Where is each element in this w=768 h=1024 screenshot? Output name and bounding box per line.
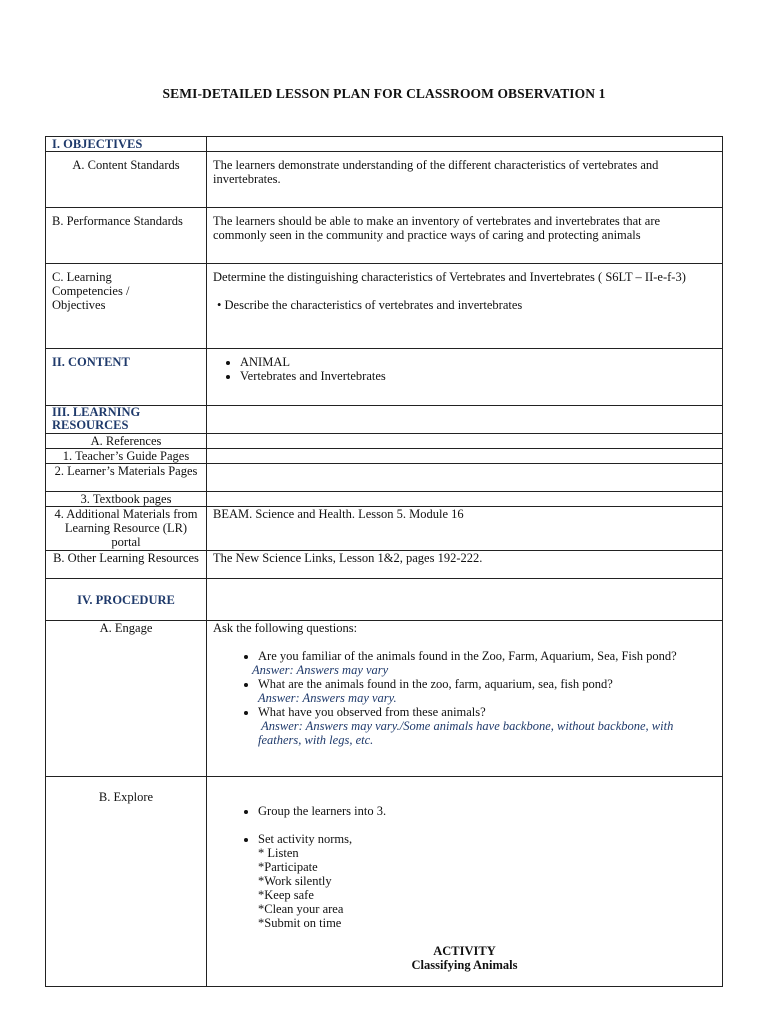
resources-heading: III. LEARNING RESOURCES: [46, 406, 207, 434]
norm: *Submit on time: [258, 916, 342, 930]
question-text: Are you familiar of the animals found in the Zoo, Farm, Aquarium, Sea, Fish pond?: [258, 649, 677, 663]
question-item: [258, 677, 696, 705]
answer-text: Answer: Answers may vary.: [258, 691, 397, 705]
content-heading: II. CONTENT: [46, 349, 207, 406]
engage-label: A. Engage: [46, 621, 207, 777]
explore-label: B. Explore: [46, 777, 207, 987]
norms-item: [258, 832, 716, 930]
norm: *Participate: [258, 860, 318, 874]
content-standards-text: The learners demonstrate understanding of the different characteristics of vertebrates and invertebrates.: [207, 152, 723, 208]
question-text: What have you observed from these animals?: [258, 705, 486, 719]
question-text: What are the animals found in the zoo, farm, aquarium, sea, fish pond?: [258, 677, 613, 691]
performance-standards-text: The learners should be able to make an inventory of vertebrates and invertebrates that are commonly seen in the community and practice ways of caring and protecting animals: [207, 208, 723, 264]
resources-header-row: [46, 406, 723, 434]
other-resources-row: [46, 551, 723, 579]
engage-intro: Ask the following questions:: [213, 621, 358, 635]
competencies-text: Determine the distinguishing characteristics of Vertebrates and Invertebrates ( S6LT – II-e-f-3): [213, 270, 686, 284]
other-resources-label: B. Other Learning Resources: [46, 551, 207, 579]
explore-row: [46, 777, 723, 987]
norm: *Keep safe: [258, 888, 314, 902]
norm: *Clean your area: [258, 902, 344, 916]
norm: * Listen: [258, 846, 299, 860]
content-row: [46, 349, 723, 406]
performance-standards-row: [46, 208, 723, 264]
textbook-label: 3. Textbook pages: [46, 492, 207, 507]
other-resources-value: The New Science Links, Lesson 1&2, pages 192-222.: [207, 551, 723, 579]
norms-list: [213, 832, 716, 930]
teachers-guide-row: [46, 449, 723, 464]
competencies-bullet: • Describe the characteristics of vertebrates and invertebrates: [217, 298, 523, 312]
competencies-label: C. Learning Competencies / Objectives: [46, 264, 207, 349]
content-list: [213, 355, 716, 383]
question-item: [252, 649, 696, 677]
question-item: [258, 705, 696, 747]
objectives-header-row: [46, 137, 723, 152]
document-title: SEMI-DETAILED LESSON PLAN FOR CLASSROOM OBSERVATION 1: [162, 86, 606, 101]
answer-text: Answer: Answers may vary: [252, 663, 389, 677]
norm: *Work silently: [258, 874, 332, 888]
content-item: • ANIMAL: [240, 355, 716, 369]
references-label: A. References: [46, 434, 207, 449]
learners-materials-row: [46, 464, 723, 492]
content-item: • Vertebrates and Invertebrates: [240, 369, 716, 383]
additional-materials-label: 4. Additional Materials from Learning Resource (LR) portal: [46, 507, 207, 551]
activity-title: ACTIVITY: [433, 944, 496, 958]
engage-row: [46, 621, 723, 777]
references-row: [46, 434, 723, 449]
answer-text: Answer: Answers may vary./Some animals have backbone, without backbone, with feathers, with legs, etc.: [258, 719, 677, 747]
procedure-header-row: [46, 579, 723, 621]
additional-materials-value: BEAM. Science and Health. Lesson 5. Module 16: [207, 507, 723, 551]
textbook-row: [46, 492, 723, 507]
content-standards-row: [46, 152, 723, 208]
teachers-guide-label: 1. Teacher’s Guide Pages: [46, 449, 207, 464]
objectives-heading: I. OBJECTIVES: [46, 137, 207, 152]
engage-questions: [213, 649, 716, 747]
content-standards-label: A. Content Standards: [46, 152, 207, 208]
activity-name: Classifying Animals: [411, 958, 518, 972]
group-instruction: • Group the learners into 3.: [258, 804, 716, 818]
competencies-row: [46, 264, 723, 349]
explore-list: [213, 804, 716, 818]
learners-materials-label: 2. Learner’s Materials Pages: [46, 464, 207, 492]
performance-standards-label: B. Performance Standards: [46, 208, 207, 264]
additional-materials-row: [46, 507, 723, 551]
procedure-heading: IV. PROCEDURE: [46, 579, 207, 621]
norms-intro: • Set activity norms,: [258, 832, 353, 846]
lesson-plan-table: [45, 136, 723, 987]
